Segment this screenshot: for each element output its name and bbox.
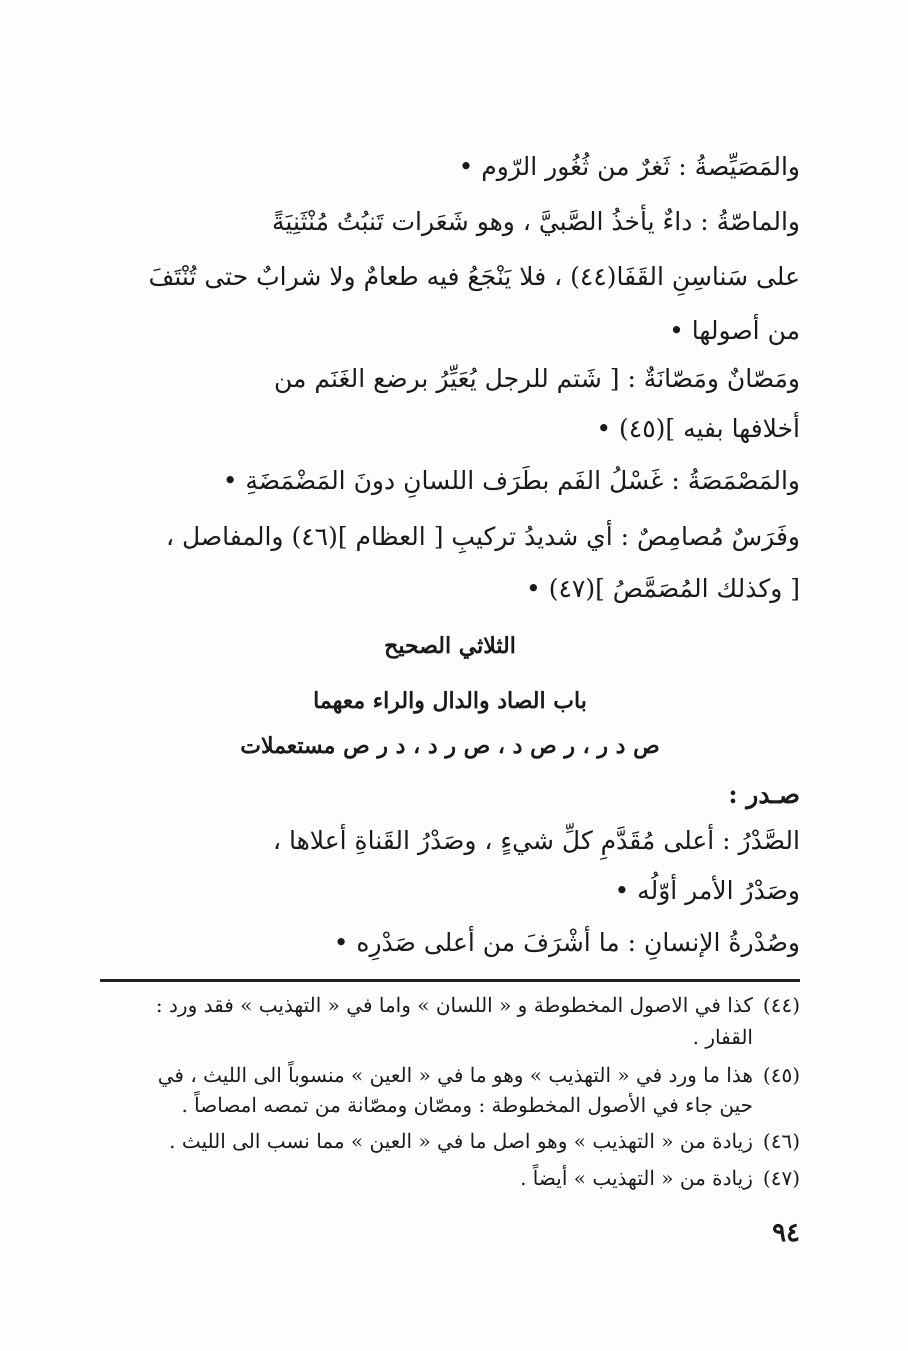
entry-line-1: الصَّدْرُ : أعلى مُقَدَّمِ كلِّ شيءٍ ، وصَدْرُ القَناةِ أعلاها ، [272, 826, 800, 855]
footnote-separator [100, 979, 800, 982]
footnote-44-cont: القفار . [692, 1025, 753, 1049]
footnote-number: (٤٧) [762, 1166, 800, 1190]
body-line-7: والمَصْمَصَةُ : غَسْلُ الفَم بطَرَف اللسانِ دونَ المَضْمَضَةِ • [222, 466, 800, 495]
body-line-6: أخلافها بفيه ](٤٥) • [596, 414, 800, 443]
footnote-text: زيادة من « التهذيب » وهو اصل ما في « العين » مما نسب الى الليث . [169, 1129, 753, 1153]
footnote-number: (٤٤) [762, 993, 800, 1017]
footnote-number: (٤٦) [762, 1129, 800, 1153]
footnote-44 [100, 993, 800, 1017]
entry-line-2: وصَدْرُ الأمر أوّلُه • [614, 876, 800, 905]
entry-title: صـدر : [728, 780, 800, 809]
body-line-5: ومَصّانٌ ومَصّانَةٌ : [ شَتم للرجل يُعَيِّرُ برضع الغَنَم من [273, 364, 800, 393]
body-line-9: [ وكذلك المُصَمَّصُ ](٤٧) • [526, 574, 800, 603]
page-number: ٩٤ [772, 1218, 800, 1248]
body-line-8: وفَرَسٌ مُصامِصٌ : أي شديدُ تركيبِ [ العظام ](٤٦) والمفاصل ، [165, 522, 800, 551]
body-line-3: على سَناسِنِ القَفَا(٤٤) ، فلا يَنْجَعُ فيه طعامٌ ولا شرابٌ حتى تُنْتَفَ [148, 262, 800, 291]
footnote-47 [100, 1166, 800, 1190]
chapter-heading: باب الصاد والدال والراء معهما [313, 688, 587, 714]
section-heading: الثلاثي الصحيح [384, 633, 516, 659]
footnote-text: زيادة من « التهذيب » أيضاً . [520, 1166, 753, 1190]
footnote-46 [100, 1129, 800, 1153]
footnote-number: (٤٥) [762, 1063, 800, 1087]
footnote-text: كذا في الاصول المخطوطة و « اللسان » واما في « التهذيب » فقد ورد : [155, 993, 753, 1017]
footnote-45 [100, 1063, 800, 1087]
body-line-1: والمَصَيِّصةُ : ثَغرٌ من ثُغُور الرّوم • [458, 152, 800, 181]
footnote-45-cont: حين جاء في الأصول المخطوطة : ومصّان ومصّانة من تمصه امصاصاً . [181, 1093, 753, 1117]
roots-heading: ص د ر ، ر ص د ، ص ر د ، د ر ص مستعملات [240, 733, 660, 759]
entry-line-3: وصُدْرةُ الإنسانِ : ما أشْرَفَ من أعلى صَدْرِه • [333, 928, 800, 957]
body-line-2: والماصّةُ : داءٌ يأخذُ الصَّبيَّ ، وهو شَعَرات تَنبُتُ مُنْثَنِيَةً [272, 207, 800, 236]
footnote-text: هذا ما ورد في « التهذيب » وهو ما في « العين » منسوباً الى الليث ، في [157, 1063, 753, 1087]
body-line-4: من أصولها • [669, 316, 800, 345]
